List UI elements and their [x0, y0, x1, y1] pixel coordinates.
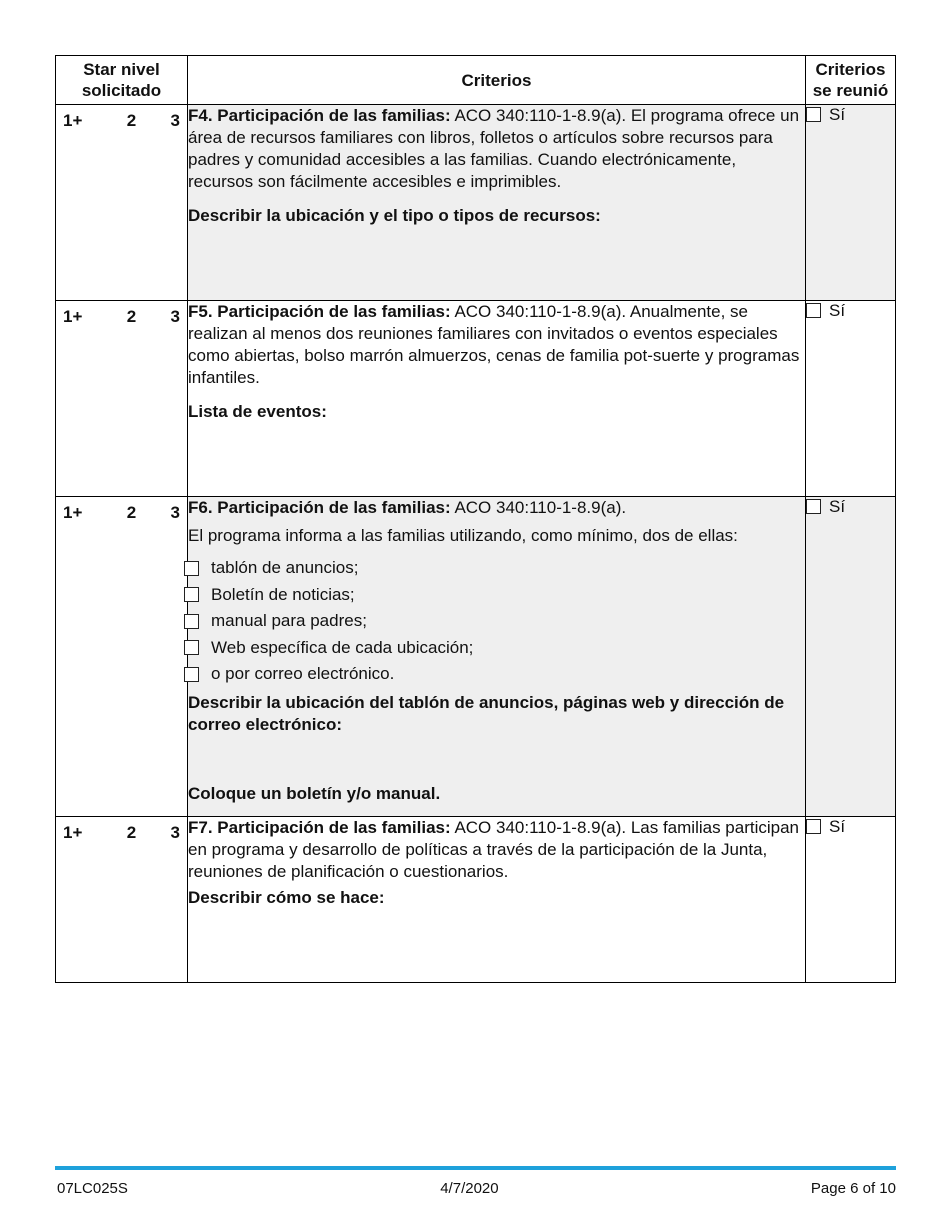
criterion-text: ACO 340:110-1-8.9(a). Anualmente, se realizan al menos dos reuniones familiares con invitados o eventos especiales como abiertas, bolso marrón almuerzos, cenas de familia pot-suerte y programas infantiles.: [188, 302, 800, 387]
form-code: 07LC025S: [57, 1180, 128, 1197]
table-header-row: [56, 56, 896, 105]
met-label: Sí: [829, 301, 846, 320]
criterion-title: F7. Participación de las familias:: [188, 818, 451, 837]
level-cell: [56, 817, 188, 983]
level-2: 2: [126, 307, 137, 326]
met-cell: [806, 301, 896, 497]
level-3: 3: [170, 503, 180, 522]
option-label: manual para padres;: [211, 611, 367, 631]
level-1plus: 1+: [63, 823, 83, 842]
criterion-text: ACO 340:110-1-8.9(a).: [450, 498, 627, 517]
level-2: 2: [126, 503, 137, 522]
table-row: [56, 497, 896, 817]
footer-divider: [55, 1166, 896, 1170]
level-1plus: 1+: [63, 503, 83, 522]
option-checkbox[interactable]: [184, 640, 199, 655]
criterion-title: F5. Participación de las familias:: [188, 302, 451, 321]
level-cell: [56, 301, 188, 497]
criteria-column-header: Criterios: [188, 56, 806, 105]
table-row: [56, 301, 896, 497]
level-3: 3: [170, 307, 180, 326]
met-cell: [806, 817, 896, 983]
met-cell: [806, 497, 896, 817]
criterion-text: ACO 340:110-1-8.9(a). Las familias participan en programa y desarrollo de políticas a través de la participación de la Junta, reuniones de planificación o cuestionarios.: [188, 818, 800, 881]
level-1plus: 1+: [63, 307, 83, 326]
criteria-cell: [188, 301, 806, 497]
criterion-text: ACO 340:110-1-8.9(a). El programa ofrece un área de recursos familiares con libros, folletos o artículos sobre recursos para padres y comunidad accesibles a las familias. Cuando electrónicamente, recursos son fácilmente accesibles e imprimibles.: [188, 106, 800, 191]
criterion-title: F4. Participación de las familias:: [188, 106, 451, 125]
criterion-prompt-2: Coloque un boletín y/o manual.: [188, 783, 441, 803]
level-3: 3: [170, 111, 180, 130]
option-checkbox[interactable]: [184, 667, 199, 682]
option-newsletter: [184, 582, 805, 609]
met-checkbox[interactable]: [806, 107, 821, 122]
level-2: 2: [126, 823, 137, 842]
criteria-table: [55, 55, 896, 983]
option-website: [184, 635, 805, 662]
option-checkbox[interactable]: [184, 587, 199, 602]
criteria-cell: [188, 817, 806, 983]
option-label: o por correo electrónico.: [211, 664, 395, 684]
met-label: Sí: [829, 105, 846, 124]
criterion-intro: El programa informa a las familias utilizando, como mínimo, dos de ellas:: [188, 526, 738, 545]
option-parent-handbook: [184, 608, 805, 635]
met-checkbox[interactable]: [806, 303, 821, 318]
option-label: Boletín de noticias;: [211, 584, 355, 604]
met-checkbox[interactable]: [806, 499, 821, 514]
level-cell: [56, 105, 188, 301]
table-row: [56, 105, 896, 301]
option-email: [184, 661, 805, 688]
option-checkbox[interactable]: [184, 614, 199, 629]
level-1plus: 1+: [63, 111, 83, 130]
page-footer: [57, 1180, 896, 1197]
criteria-cell: [188, 497, 806, 817]
level-column-header: Star nivel solicitado: [56, 56, 188, 105]
met-column-header: Criterios se reunió: [806, 56, 896, 105]
page-number: Page 6 of 10: [810, 1180, 896, 1197]
met-cell: [806, 105, 896, 301]
form-date: 4/7/2020: [440, 1180, 499, 1197]
level-2: 2: [126, 111, 137, 130]
criterion-prompt: Lista de eventos:: [188, 402, 327, 421]
criteria-cell: [188, 105, 806, 301]
table-row: [56, 817, 896, 983]
met-label: Sí: [829, 817, 846, 836]
met-label: Sí: [829, 497, 846, 516]
level-cell: [56, 497, 188, 817]
level-3: 3: [170, 823, 180, 842]
communication-options: [188, 555, 805, 688]
criterion-prompt: Describir la ubicación y el tipo o tipos de recursos:: [188, 206, 601, 225]
option-label: tablón de anuncios;: [211, 558, 359, 578]
option-checkbox[interactable]: [184, 561, 199, 576]
criterion-title: F6. Participación de las familias:: [188, 498, 451, 517]
criterion-prompt: Describir la ubicación del tablón de anuncios, páginas web y dirección de correo electrónico:: [188, 692, 785, 734]
met-checkbox[interactable]: [806, 819, 821, 834]
option-label: Web específica de cada ubicación;: [211, 637, 474, 657]
criterion-prompt: Describir cómo se hace:: [188, 888, 385, 907]
option-bulletin-board: [184, 555, 805, 582]
